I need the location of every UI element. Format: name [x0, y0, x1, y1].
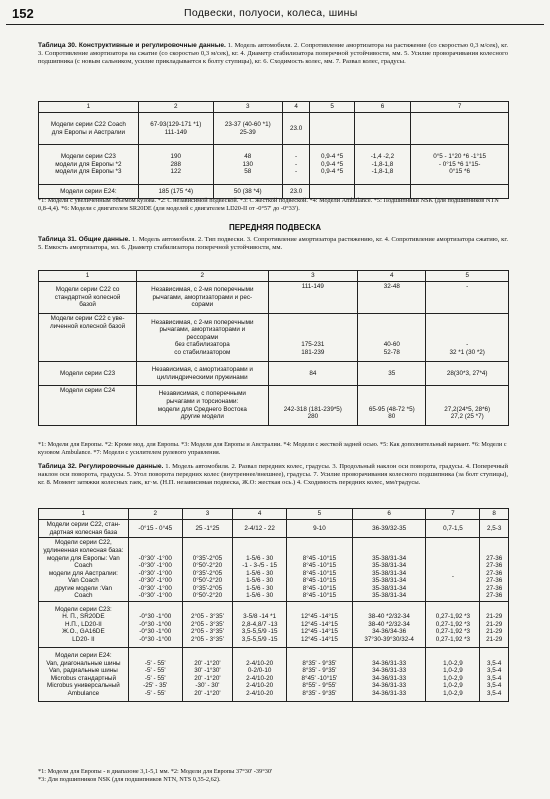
- table-cell: [411, 113, 509, 145]
- table-cell: -0°30 -1°00 -0°30 -1°00 -0°30 -1°00 -0°30 -1°00: [128, 602, 182, 648]
- header-cell: 2: [138, 102, 213, 113]
- table-cell: 111-149: [268, 282, 358, 314]
- table-cell: 8°45 -10°15 8°45 -10°15 8°45 -10°15 8°45 -10°15 8°45 -10°15 8°45 -10°15: [287, 538, 353, 602]
- table-cell: Модели серии E24:: [39, 185, 139, 199]
- section-heading: ПЕРЕДНЯЯ ПОДВЕСКА: [228, 223, 322, 232]
- table31-footnotes: *1: Модели для Европы. *2: Кроме мод. для Европы. *3: Модели для Европы и Австралии. *4: Модели с жесткой задней осью. *5: Как дополнительный вариант. *6: Модели с кузовом Ambulance. *7: Модели с усилителем рулевого управления.: [38, 441, 507, 456]
- header-cell: 2: [137, 271, 268, 282]
- header-cell: 3: [213, 102, 282, 113]
- table-cell: 175-231 181-239: [268, 314, 358, 362]
- table-cell: 25 -1°25: [182, 520, 232, 538]
- table-cell: 2-4/10-20 0-2/0-10 2-4/10-20 2-4/10-20 2-4/10-20: [233, 648, 287, 702]
- table30-footnotes: *1: Модели с увеличенным объемом кузова. *2: С независимой подвеской. *3: С жесткой подвеской. *4: Модели Ambulance. *5: Подшипники NSK (для подшипников NTN 0,8-4,4). *6: Модели с двигателем SR20DE (для моделей с двигателем LD20-II от -0°57' до -0°33').: [38, 197, 499, 212]
- table-cell: Модели серии C22 с уве- личенной колесной базой: [39, 314, 137, 362]
- header-cell: 5: [287, 509, 353, 520]
- table30-caption: [38, 42, 508, 67]
- table-cell: 0°35'-2°05 0°50'-2°20 0°35'-2°05 0°50'-2°20 0°35'-2°05 0°50'-2°20: [182, 538, 232, 602]
- table-cell: -0°30' -1°00 -0°30' -1°00 -0°30' -1°00 -0°30' -1°00 -0°30' -1°00 -0°30' -1°00: [128, 538, 182, 602]
- table-row: [39, 538, 509, 602]
- table-cell: Модели серии C23: Н. П., SR20DE Н.П., LD20-II Ж.О., GA16DE LD20- II: [39, 602, 129, 648]
- table-cell: 27,2(24*5, 28*6) 27,2 (25 *7): [426, 386, 509, 426]
- header-cell: 1: [39, 102, 139, 113]
- table-cell: -1,4 -2,2 -1,8-1,8 -1,8-1,8: [354, 145, 411, 185]
- table-cell: Независимая, с 2-мя поперечными рычагами, амортизаторами и рес- сорами: [137, 282, 268, 314]
- table-cell: 2,5-3: [480, 520, 509, 538]
- table-cell: 34-36/31-33 34-36/31-33 34-36/31-33 34-36/31-33 34-36/31-33: [352, 648, 426, 702]
- header-cell: 4: [358, 271, 426, 282]
- header-cell: 3: [182, 509, 232, 520]
- table-header-row: [39, 509, 509, 520]
- table-cell: Модели серии C22 Coach для Европы и Австралии: [39, 113, 139, 145]
- table-cell: 23.0: [282, 113, 310, 145]
- table-cell: [310, 113, 354, 145]
- table-cell: 3,5-4 3,5-4 3,5-4 3,5-4 3,5-4: [480, 648, 509, 702]
- table-cell: [354, 113, 411, 145]
- table-cell: 84: [268, 362, 358, 386]
- table-cell: 0,27-1,92 *3 0,27-1,92 *3 0,27-1,92 *3 0,27-1,92 *3: [426, 602, 480, 648]
- table-header-row: [39, 102, 509, 113]
- table31: [38, 270, 509, 426]
- table-cell: Модели серии C22, удлиненная колесная база: модели для Европы: Van Coach модели для Австралии: Van Coach другие модели :Van Coach: [39, 538, 129, 602]
- table-cell: 50 (38 *4): [213, 185, 282, 199]
- header-cell: 7: [411, 102, 509, 113]
- table-row: [39, 602, 509, 648]
- table-cell: Модели серии C23: [39, 362, 137, 386]
- table-cell: 8°35' - 9°35' 8°35' - 9°35' 8°45' -10°15' 8°55' - 9°55' 8°35' - 9°35': [287, 648, 353, 702]
- table-cell: 28(30*3, 27*4): [426, 362, 509, 386]
- table-cell: Модели серии E24: Van, диагональные шины Van, радиальные шины Microbus стандартный Microbus универсальный Ambulance: [39, 648, 129, 702]
- page-number: 152: [12, 6, 34, 21]
- header-cell: 7: [426, 509, 480, 520]
- table32-caption: [38, 463, 508, 488]
- table-cell: 2°05 - 3°35' 2°05 - 3°35' 2°05 - 3°35' 2°05 - 3°35': [182, 602, 232, 648]
- table30-title: Таблица 30. Конструктивные и регулировочные данные.: [38, 42, 226, 49]
- table30: [38, 101, 509, 199]
- table-cell: 67-93(129-171 *1) 111-149: [138, 113, 213, 145]
- table-cell: -0°15 - 0°45: [128, 520, 182, 538]
- table-cell: Модели серии C24: [39, 386, 137, 426]
- table30-description: 1. Модель автомобиля. 2. Сопротивление амортизатора на растяжение (со скоростью 0,3 м/сек), кг. 3. Сопротивление амортизатора на сжатие (со скоростью 0,3 м/сек), кг. 4. Диаметр стабилизатора поперечной устойчивости, мм. 5. Усилие проворачивания колесного подшипника (с новым сальником, усилие прикладывается к болту ступицы), кг. 6. Сходимость колес, мм. 7. Развал колес, градусы.: [38, 42, 508, 66]
- table-cell: -5' - 55' -5' - 55' -5' - 55' -25' - 35' -5' - 55': [128, 648, 182, 702]
- header-cell: 1: [39, 509, 129, 520]
- table-cell: - - -: [282, 145, 310, 185]
- table-header-row: [39, 271, 509, 282]
- table-cell: 1,0-2,9 1,0-2,9 1,0-2,9 1,0-2,9 1,0-2,9: [426, 648, 480, 702]
- table32-title: Таблица 32. Регулировочные данные.: [38, 463, 164, 470]
- header-cell: 3: [268, 271, 358, 282]
- table-cell: 23.0: [282, 185, 310, 199]
- table-cell: 65-95 (48-72 *5) 80: [358, 386, 426, 426]
- page-header: [6, 4, 544, 25]
- table-cell: Независимая, с поперечными рычагами и торсионами: модели для Среднего Востока другие модели: [137, 386, 268, 426]
- table-cell: 1-5/6 - 30 -1 - 3-/5 - 15 1-5/6 - 30 1-5/6 - 30 1-5/6 - 30 1-5/6 - 30: [233, 538, 287, 602]
- table-cell: 40-60 52-78: [358, 314, 426, 362]
- table-cell: Модели серии C22, стан- дартная колесная база: [39, 520, 129, 538]
- table-cell: 190 288 122: [138, 145, 213, 185]
- table-cell: 23-37 (40-60 *1) 25-39: [213, 113, 282, 145]
- table-cell: 185 (175 *4): [138, 185, 213, 199]
- table-cell: 48 130 58: [213, 145, 282, 185]
- table-cell: 20' -1°20' 30' -1°30' 20' -1°20' -30' - 30' 20' -1°20': [182, 648, 232, 702]
- table-cell: 32-48: [358, 282, 426, 314]
- table-row: [39, 282, 509, 314]
- header-cell: 1: [39, 271, 137, 282]
- header-cell: 6: [352, 509, 426, 520]
- table-cell: 12°45 -14°15 12°45 -14°15 12°45 -14°15 12°45 -14°15: [287, 602, 353, 648]
- header-cell: 4: [282, 102, 310, 113]
- table-cell: -: [426, 282, 509, 314]
- header-cell: 6: [354, 102, 411, 113]
- table-cell: 35-38/31-34 35-38/31-34 35-38/31-34 35-38/31-34 35-38/31-34 35-38/31-34: [352, 538, 426, 602]
- table-cell: Независимая, с амортизаторами и циллиндрическими пружинами: [137, 362, 268, 386]
- table-cell: 0,7-1,5: [426, 520, 480, 538]
- table-row: [39, 145, 509, 185]
- table32-description: 1. Модель автомобиля. 2. Развал передних колес, градусы. 3. Продольный наклон оси поворота, градусы. 4. Поперечный наклон оси поворота, градусы. 5. Угол поворота передних колес (внутреннее/внешнее), градусы. 7. Усилие проворачивания колесного подшипника (за болт ступицы), кг. 8. Момент затяжки колесных гаек, кг·м. (Н.П. независимая подвеска, Ж.О: жесткая ось.) 4. Сходимость передних колес, мм/градусы.: [38, 463, 509, 487]
- table32-footnotes: *1: Модели для Европы - в диапазоне 3,1-5,1 мм. *2: Модели для Европы 37°30' -39°30' *3: Для подшипников NSK (для подшипников NTN, NTS 0,35-2,62).: [38, 768, 273, 783]
- page-running-title: Подвески, полуоси, колеса, шины: [184, 7, 358, 19]
- table-row: [39, 314, 509, 362]
- table-cell: 9-10: [287, 520, 353, 538]
- table-cell: 35: [358, 362, 426, 386]
- header-cell: 4: [233, 509, 287, 520]
- table31-caption: [38, 236, 508, 252]
- header-cell: 5: [310, 102, 354, 113]
- table-cell: -: [426, 538, 480, 602]
- table-row: [39, 520, 509, 538]
- table-cell: 0,9-4 *5 0,9-4 *5 0,9-4 *5: [310, 145, 354, 185]
- table-cell: Модели серии C22 со стандартной колесной базой: [39, 282, 137, 314]
- header-cell: 2: [128, 509, 182, 520]
- table-cell: 2-4/12 - 22: [233, 520, 287, 538]
- table-cell: 3-5/8 -14 *1 2,8-4,8/7 -13 3,5-5,5/9 -15 3,5-5,5/9 -15: [233, 602, 287, 648]
- table-cell: Независимая, с 2-мя поперечными рычагами, амортизаторами и рессорами без стабилизатора со стабилизатором: [137, 314, 268, 362]
- table-cell: - 32 *1 (30 *2): [426, 314, 509, 362]
- table-row: [39, 362, 509, 386]
- table-cell: 21-29 21-29 21-29 21-29: [480, 602, 509, 648]
- table31-title: Таблица 31. Общие данные.: [38, 236, 131, 243]
- table32: [38, 508, 509, 702]
- table-cell: 27-36 27-36 27-36 27-36 27-36 27-36: [480, 538, 509, 602]
- table-cell: 242-318 (181-239*5) 280: [268, 386, 358, 426]
- table-cell: 36-39/32-35: [352, 520, 426, 538]
- table-cell: Модели серии C23 модели для Европы *2 модели для Европы *3: [39, 145, 139, 185]
- table-cell: 38-40 *2/32-34 38-40 *2/32-34 34-36/34-36 37°30-39°30/32-4: [352, 602, 426, 648]
- table-row: [39, 648, 509, 702]
- header-cell: 5: [426, 271, 509, 282]
- header-cell: 8: [480, 509, 509, 520]
- table-cell: 0°5 - 1°20 *6 -1°15 - 0°15 *6 1°15- 0°15 *6: [411, 145, 509, 185]
- table31-description: 1. Модель автомобиля. 2. Тип подвески. 3. Сопротивление амортизатора растяжению, кг. 4. Сопротивление амортизатора сжатию, кг. 5. Емкость амортизатора, мл. 6. Диаметр стабилизатора поперечной устойчивости, мм.: [38, 236, 508, 252]
- table-row: [39, 113, 509, 145]
- table-row: [39, 386, 509, 426]
